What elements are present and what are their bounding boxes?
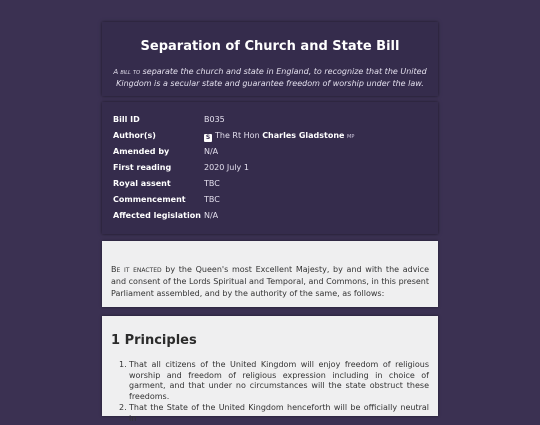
section-item <box>111 403 429 424</box>
detail-label: First reading <box>113 163 172 172</box>
detail-value: 2020 July 1 <box>204 163 249 172</box>
long-title-text: separate the church and state in England, to recognize that the United Kingdom is a secular state and guarantee freedom of worship under the law. <box>116 67 427 88</box>
detail-row-first-reading <box>113 160 433 176</box>
detail-label: Bill ID <box>113 115 140 124</box>
item-number: 1. <box>119 360 127 369</box>
detail-label: Commencement <box>113 195 186 204</box>
detail-label: Affected legislation <box>113 211 201 220</box>
item-number: 2. <box>119 403 127 412</box>
author-link[interactable]: Charles Gladstone <box>262 131 345 140</box>
title-card <box>102 22 438 96</box>
bill-details-card <box>102 102 438 234</box>
detail-row-commencement <box>113 192 433 208</box>
detail-label: Author(s) <box>113 131 156 140</box>
long-title <box>112 66 428 89</box>
detail-value: TBC <box>204 179 220 188</box>
detail-value: TBC <box>204 195 220 204</box>
detail-row-affected-legislation <box>113 208 433 224</box>
item-text: That the State of the United Kingdom henceforth will be officially neutral in <box>129 403 429 423</box>
enacting-text: by the Queen's most Excellent Majesty, by and with the advice and consent of the Lords Spiritual and Temporal, and Commons, in this present Parliament assembled, and by the authority of the same, as follows: <box>111 265 429 298</box>
item-text: That all citizens of the United Kingdom will enjoy freedom of religious worship and freedom of religious expression including in choice of garment, and that under no circumstances will the state obstruct these freedoms. <box>129 360 429 401</box>
enacting-lead: Be it enacted <box>111 265 162 274</box>
detail-value: N/A <box>204 147 219 156</box>
author-value <box>204 128 354 145</box>
bill-title: Separation of Church and State Bill <box>140 39 400 54</box>
detail-label: Amended by <box>113 147 170 156</box>
detail-row-bill-id <box>113 112 433 128</box>
author-post-nominal: MP <box>347 134 355 140</box>
detail-value: B035 <box>204 115 225 124</box>
section-items <box>111 360 429 425</box>
enacting-formula <box>111 264 429 300</box>
detail-label: Royal assent <box>113 179 171 188</box>
section-heading: 1 Principles <box>111 333 197 348</box>
section-card <box>102 316 438 423</box>
long-title-prefix: A bill to <box>113 68 141 76</box>
enacting-formula-card <box>102 241 438 307</box>
detail-row-amended-by <box>113 144 433 160</box>
detail-value: N/A <box>204 211 219 220</box>
detail-row-authors <box>113 128 433 144</box>
member-icon: S <box>205 134 211 141</box>
detail-row-royal-assent <box>113 176 433 192</box>
author-honorific: The Rt Hon <box>215 131 263 140</box>
section-item <box>111 360 429 402</box>
